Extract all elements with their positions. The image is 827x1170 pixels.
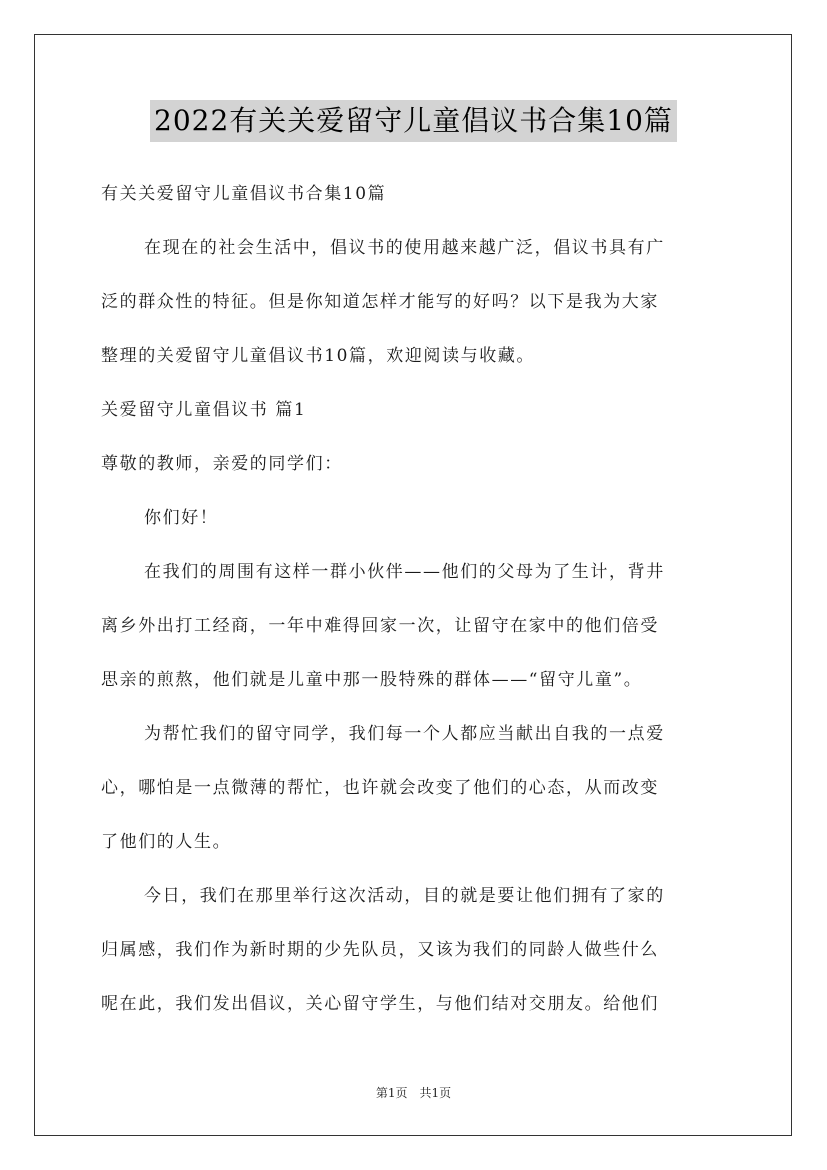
greeting: 你们好！ — [144, 508, 219, 528]
paragraph-line: 今日，我们在那里举行这次活动，目的就是要让他们拥有了家的 — [144, 886, 665, 906]
paragraph-line: 为帮忙我们的留守同学，我们每一个人都应当献出自我的一点爱 — [144, 724, 665, 744]
title-wrapper — [0, 100, 827, 142]
document-title: 2022有关关爱留守儿童倡议书合集10篇 — [150, 100, 677, 142]
paragraph-line: 泛的群众性的特征。但是你知道怎样才能写的好吗？以下是我为大家 — [101, 292, 659, 312]
paragraph-line: 在我们的周围有这样一群小伙伴——他们的父母为了生计，背井 — [144, 562, 665, 582]
page-footer: 第1页 共1页 — [375, 1086, 452, 1100]
paragraph-line: 整理的关爱留守儿童倡议书10篇，欢迎阅读与收藏。 — [101, 346, 536, 366]
paragraph-line: 呢在此，我们发出倡议，关心留守学生，与他们结对交朋友。给他们 — [101, 994, 659, 1014]
salutation: 尊敬的教师，亲爱的同学们： — [101, 454, 343, 474]
section-heading: 关爱留守儿童倡议书 篇1 — [101, 400, 307, 420]
paragraph-line: 心，哪怕是一点微薄的帮忙，也许就会改变了他们的心态，从而改变 — [101, 778, 659, 798]
paragraph-line: 在现在的社会生活中，倡议书的使用越来越广泛，倡议书具有广 — [144, 238, 665, 258]
paragraph-line: 归属感，我们作为新时期的少先队员，又该为我们的同龄人做些什么 — [101, 940, 659, 960]
document-subtitle: 有关关爱留守儿童倡议书合集10篇 — [101, 184, 387, 204]
paragraph-line: 思亲的煎熬，他们就是儿童中那一股特殊的群体——“留守儿童”。 — [101, 670, 643, 690]
paragraph-line: 了他们的人生。 — [101, 832, 232, 852]
paragraph-line: 离乡外出打工经商，一年中难得回家一次，让留守在家中的他们倍受 — [101, 616, 659, 636]
